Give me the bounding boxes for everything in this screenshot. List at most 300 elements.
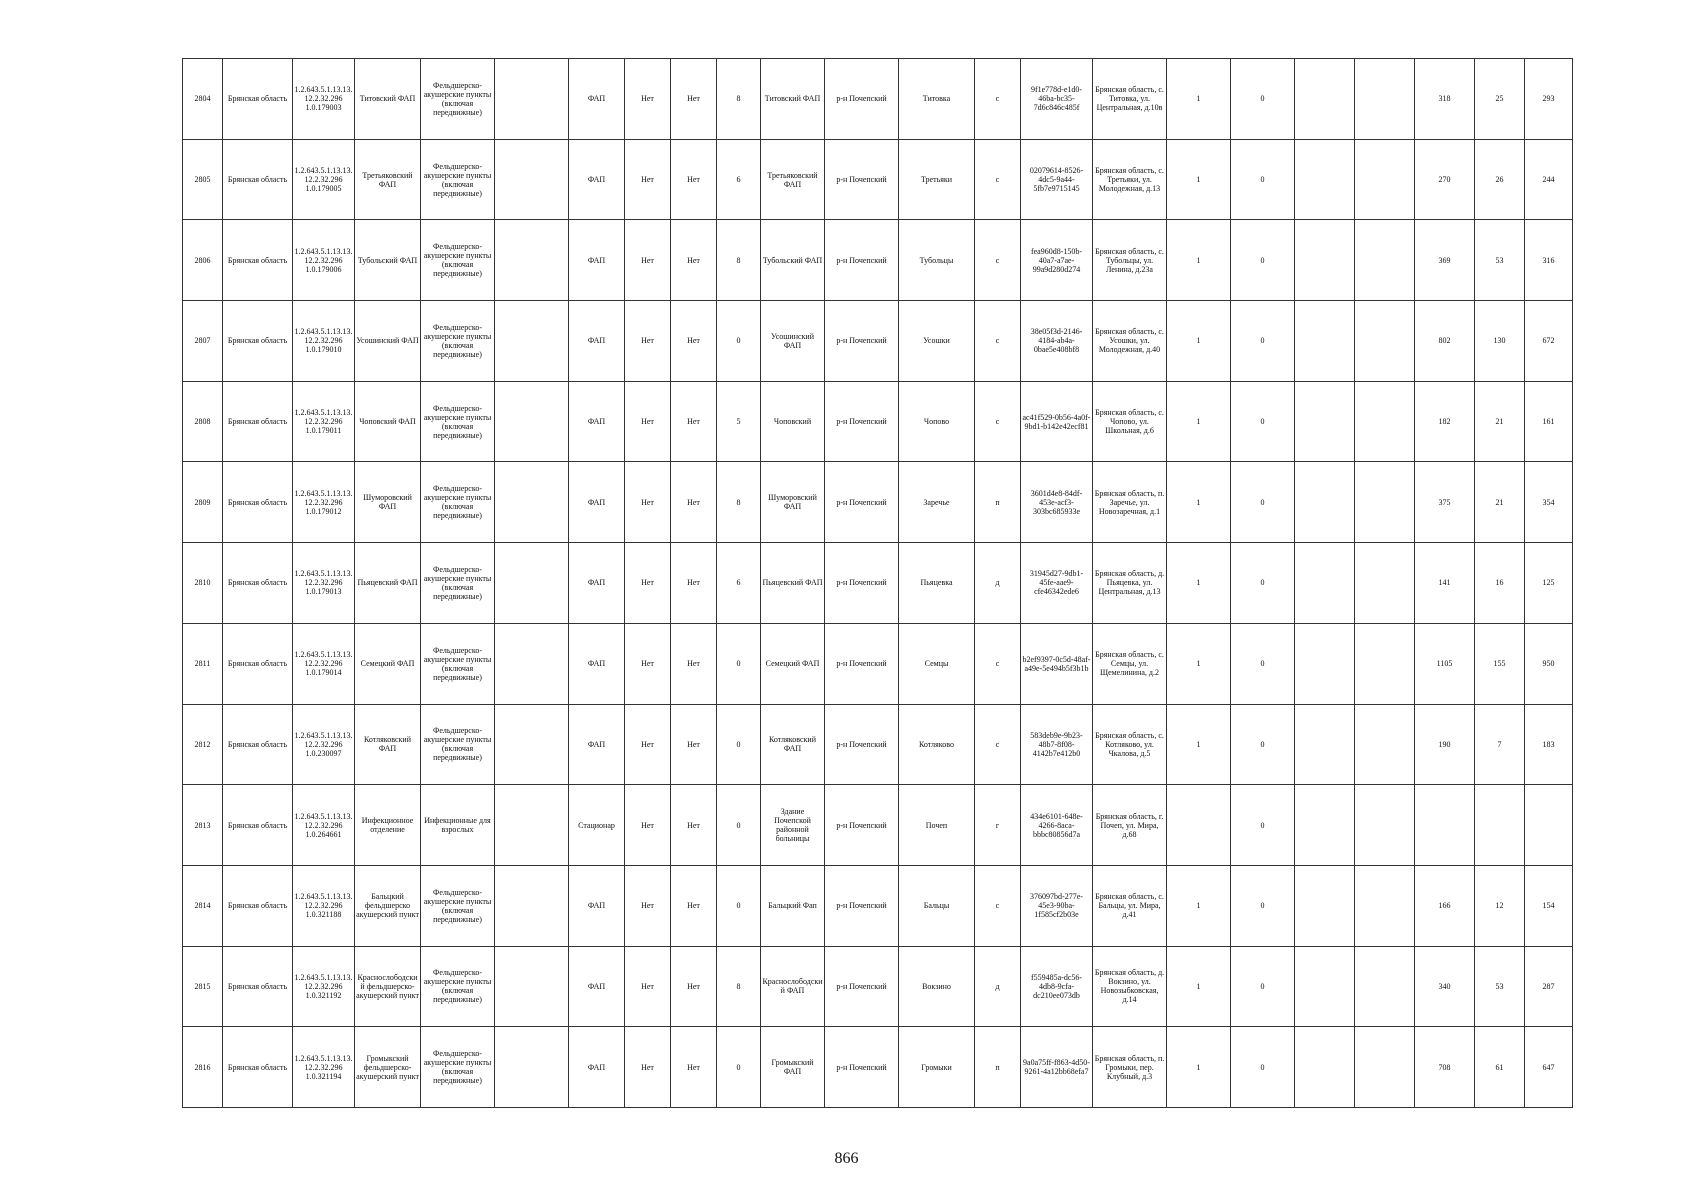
cell-flag-1: Нет (625, 946, 671, 1027)
cell-region: Брянская область (223, 220, 293, 301)
table-row (183, 543, 1573, 624)
cell-population-total: 375 (1415, 462, 1475, 543)
cell-empty (495, 381, 569, 462)
cell-locality-type: п (975, 1027, 1021, 1108)
cell-organization-name: Громыкский фельдшерско-акушерский пункт (355, 1027, 421, 1108)
cell-flag-2: Нет (671, 381, 717, 462)
cell-organization-name: Семецкий ФАП (355, 623, 421, 704)
cell-population-adults: 125 (1525, 543, 1573, 624)
cell-population-children: 21 (1475, 381, 1525, 462)
cell-empty-4 (1355, 381, 1415, 462)
cell-kind: ФАП (569, 139, 625, 220)
cell-empty-3 (1295, 381, 1355, 462)
cell-region: Брянская область (223, 865, 293, 946)
cell-oid-code: 1.2.643.5.1.13.13.12.2.32.296 1.0.179014 (293, 623, 355, 704)
cell-empty (495, 865, 569, 946)
cell-count-1: 1 (1167, 704, 1231, 785)
cell-count-2: 0 (1231, 946, 1295, 1027)
cell-locality-type: с (975, 59, 1021, 140)
cell-count-1: 1 (1167, 1027, 1231, 1108)
cell-staff-count: 0 (717, 1027, 761, 1108)
cell-population-total: 802 (1415, 301, 1475, 382)
cell-locality: Усошки (899, 301, 975, 382)
cell-count-2: 0 (1231, 543, 1295, 624)
cell-building: Семецкий ФАП (761, 623, 825, 704)
cell-flag-2: Нет (671, 462, 717, 543)
cell-address: Брянская область, д. Пьяцевка, ул. Центральная, д.13 (1093, 543, 1167, 624)
cell-region: Брянская область (223, 623, 293, 704)
cell-staff-count: 8 (717, 462, 761, 543)
cell-population-total: 369 (1415, 220, 1475, 301)
cell-flag-1: Нет (625, 220, 671, 301)
cell-row-number: 2812 (183, 704, 223, 785)
cell-locality-type: с (975, 381, 1021, 462)
cell-guid: b2ef9397-0c5d-48af-a49e-5e494b5f3b1b (1021, 623, 1093, 704)
cell-building: Чоповский (761, 381, 825, 462)
cell-oid-code: 1.2.643.5.1.13.13.12.2.32.296 1.0.179010 (293, 301, 355, 382)
cell-oid-code: 1.2.643.5.1.13.13.12.2.32.296 1.0.321192 (293, 946, 355, 1027)
cell-empty-3 (1295, 543, 1355, 624)
cell-flag-2: Нет (671, 139, 717, 220)
table-row (183, 946, 1573, 1027)
cell-count-1: 1 (1167, 623, 1231, 704)
cell-locality-type: г (975, 785, 1021, 866)
cell-count-2: 0 (1231, 381, 1295, 462)
table-body (183, 59, 1573, 1108)
cell-district: р-н Почепский (825, 301, 899, 382)
table-row (183, 462, 1573, 543)
cell-population-children: 61 (1475, 1027, 1525, 1108)
cell-locality: Пьяцевка (899, 543, 975, 624)
cell-population-total: 190 (1415, 704, 1475, 785)
cell-population-children: 155 (1475, 623, 1525, 704)
cell-row-number: 2806 (183, 220, 223, 301)
cell-organization-name: Краснослободский фельдшерско-акушерский пункт (355, 946, 421, 1027)
cell-population-children: 25 (1475, 59, 1525, 140)
cell-unit-type: Фельдшерско-акушерские пункты (включая передвижные) (421, 704, 495, 785)
cell-address: Брянская область, с. Чопово, ул. Школьная, д.6 (1093, 381, 1167, 462)
cell-locality: Заречье (899, 462, 975, 543)
cell-empty-4 (1355, 462, 1415, 543)
cell-unit-type: Фельдшерско-акушерские пункты (включая передвижные) (421, 623, 495, 704)
cell-count-2: 0 (1231, 139, 1295, 220)
cell-population-children: 53 (1475, 946, 1525, 1027)
cell-count-2: 0 (1231, 462, 1295, 543)
cell-population-total: 270 (1415, 139, 1475, 220)
cell-building: Третьяковский ФАП (761, 139, 825, 220)
cell-kind: ФАП (569, 865, 625, 946)
cell-guid: 31945d27-9db1-45fe-aae9-cfe46342ede6 (1021, 543, 1093, 624)
cell-population-adults: 950 (1525, 623, 1573, 704)
cell-count-1: 1 (1167, 301, 1231, 382)
cell-building: Здание Почепской районной больницы (761, 785, 825, 866)
cell-building: Громыкский ФАП (761, 1027, 825, 1108)
cell-empty (495, 946, 569, 1027)
cell-district: р-н Почепский (825, 785, 899, 866)
cell-count-1: 1 (1167, 865, 1231, 946)
cell-organization-name: Инфекционное отделение (355, 785, 421, 866)
cell-region: Брянская область (223, 381, 293, 462)
cell-district: р-н Почепский (825, 381, 899, 462)
cell-organization-name: Титовский ФАП (355, 59, 421, 140)
cell-staff-count: 0 (717, 785, 761, 866)
cell-region: Брянская область (223, 946, 293, 1027)
cell-locality-type: с (975, 301, 1021, 382)
cell-population-adults: 354 (1525, 462, 1573, 543)
cell-row-number: 2804 (183, 59, 223, 140)
cell-guid: fea960d8-150b-40a7-a7ae-99a9d280d274 (1021, 220, 1093, 301)
cell-unit-type: Фельдшерско-акушерские пункты (включая передвижные) (421, 865, 495, 946)
cell-population-adults: 154 (1525, 865, 1573, 946)
cell-flag-2: Нет (671, 543, 717, 624)
cell-row-number: 2816 (183, 1027, 223, 1108)
cell-empty (495, 220, 569, 301)
cell-locality: Третьяки (899, 139, 975, 220)
cell-population-adults: 161 (1525, 381, 1573, 462)
table-row (183, 59, 1573, 140)
cell-flag-1: Нет (625, 865, 671, 946)
cell-count-2: 0 (1231, 785, 1295, 866)
cell-population-adults: 183 (1525, 704, 1573, 785)
cell-row-number: 2815 (183, 946, 223, 1027)
cell-unit-type: Инфекционные для взрослых (421, 785, 495, 866)
cell-empty-3 (1295, 785, 1355, 866)
cell-locality: Семцы (899, 623, 975, 704)
cell-oid-code: 1.2.643.5.1.13.13.12.2.32.296 1.0.179011 (293, 381, 355, 462)
cell-unit-type: Фельдшерско-акушерские пункты (включая передвижные) (421, 220, 495, 301)
cell-empty (495, 301, 569, 382)
cell-population-adults: 244 (1525, 139, 1573, 220)
cell-address: Брянская область, п. Громыки, пер. Клубный, д.3 (1093, 1027, 1167, 1108)
cell-population-children: 53 (1475, 220, 1525, 301)
cell-count-2: 0 (1231, 59, 1295, 140)
cell-empty-4 (1355, 59, 1415, 140)
table-row (183, 623, 1573, 704)
cell-district: р-н Почепский (825, 704, 899, 785)
cell-count-1: 1 (1167, 946, 1231, 1027)
cell-kind: ФАП (569, 543, 625, 624)
cell-row-number: 2808 (183, 381, 223, 462)
cell-staff-count: 8 (717, 220, 761, 301)
cell-flag-1: Нет (625, 785, 671, 866)
cell-unit-type: Фельдшерско-акушерские пункты (включая передвижные) (421, 59, 495, 140)
table-row (183, 704, 1573, 785)
cell-empty-4 (1355, 865, 1415, 946)
cell-flag-2: Нет (671, 704, 717, 785)
cell-address: Брянская область, с. Третьяки, ул. Молодежная, д.13 (1093, 139, 1167, 220)
cell-region: Брянская область (223, 462, 293, 543)
cell-flag-2: Нет (671, 785, 717, 866)
cell-count-2: 0 (1231, 301, 1295, 382)
cell-address: Брянская область, д. Вокзино, ул. Новозыбковская, д.14 (1093, 946, 1167, 1027)
cell-address: Брянская область, п. Заречье, ул. Новозаречная, д.1 (1093, 462, 1167, 543)
cell-unit-type: Фельдшерско-акушерские пункты (включая передвижные) (421, 301, 495, 382)
cell-locality: Почеп (899, 785, 975, 866)
table-row (183, 220, 1573, 301)
cell-locality: Бальцы (899, 865, 975, 946)
cell-organization-name: Шуморовский ФАП (355, 462, 421, 543)
cell-district: р-н Почепский (825, 462, 899, 543)
cell-unit-type: Фельдшерско-акушерские пункты (включая передвижные) (421, 462, 495, 543)
cell-empty-3 (1295, 220, 1355, 301)
cell-flag-1: Нет (625, 139, 671, 220)
cell-row-number: 2805 (183, 139, 223, 220)
cell-district: р-н Почепский (825, 59, 899, 140)
cell-unit-type: Фельдшерско-акушерские пункты (включая передвижные) (421, 381, 495, 462)
cell-row-number: 2811 (183, 623, 223, 704)
cell-region: Брянская область (223, 59, 293, 140)
cell-row-number: 2814 (183, 865, 223, 946)
cell-row-number: 2807 (183, 301, 223, 382)
cell-building: Тубольский ФАП (761, 220, 825, 301)
cell-locality: Тубольцы (899, 220, 975, 301)
cell-guid: 02079614-8526-4dc5-9a44-5fb7e9715145 (1021, 139, 1093, 220)
cell-population-children (1475, 785, 1525, 866)
cell-organization-name: Котляковский ФАП (355, 704, 421, 785)
cell-count-1: 1 (1167, 59, 1231, 140)
cell-count-2: 0 (1231, 220, 1295, 301)
cell-flag-2: Нет (671, 59, 717, 140)
cell-empty-3 (1295, 704, 1355, 785)
cell-guid: 38e05f3d-2146-4184-ab4a-0bae5e408bf8 (1021, 301, 1093, 382)
cell-empty-4 (1355, 785, 1415, 866)
cell-kind: ФАП (569, 946, 625, 1027)
cell-locality: Котляково (899, 704, 975, 785)
cell-building: Бальцкий Фап (761, 865, 825, 946)
cell-empty (495, 623, 569, 704)
cell-population-total: 182 (1415, 381, 1475, 462)
cell-population-adults (1525, 785, 1573, 866)
cell-oid-code: 1.2.643.5.1.13.13.12.2.32.296 1.0.179013 (293, 543, 355, 624)
cell-empty-3 (1295, 59, 1355, 140)
cell-building: Титовский ФАП (761, 59, 825, 140)
cell-population-adults: 647 (1525, 1027, 1573, 1108)
cell-locality-type: д (975, 946, 1021, 1027)
cell-locality-type: с (975, 704, 1021, 785)
cell-count-1: 1 (1167, 462, 1231, 543)
cell-empty-4 (1355, 301, 1415, 382)
table-row (183, 865, 1573, 946)
cell-empty (495, 139, 569, 220)
cell-region: Брянская область (223, 301, 293, 382)
cell-locality: Титовка (899, 59, 975, 140)
cell-district: р-н Почепский (825, 1027, 899, 1108)
cell-flag-1: Нет (625, 543, 671, 624)
cell-locality-type: д (975, 543, 1021, 624)
cell-district: р-н Почепский (825, 139, 899, 220)
cell-empty (495, 1027, 569, 1108)
cell-locality-type: с (975, 865, 1021, 946)
cell-district: р-н Почепский (825, 623, 899, 704)
cell-empty-3 (1295, 865, 1355, 946)
cell-population-children: 7 (1475, 704, 1525, 785)
cell-empty-3 (1295, 1027, 1355, 1108)
cell-count-2: 0 (1231, 623, 1295, 704)
cell-count-1: 1 (1167, 543, 1231, 624)
cell-population-total (1415, 785, 1475, 866)
cell-organization-name: Тубольский ФАП (355, 220, 421, 301)
cell-locality-type: с (975, 220, 1021, 301)
cell-row-number: 2813 (183, 785, 223, 866)
cell-population-total: 708 (1415, 1027, 1475, 1108)
cell-locality-type: с (975, 623, 1021, 704)
cell-count-2: 0 (1231, 1027, 1295, 1108)
cell-count-1 (1167, 785, 1231, 866)
cell-empty (495, 543, 569, 624)
table-row (183, 301, 1573, 382)
cell-district: р-н Почепский (825, 865, 899, 946)
cell-kind: ФАП (569, 59, 625, 140)
cell-oid-code: 1.2.643.5.1.13.13.12.2.32.296 1.0.179003 (293, 59, 355, 140)
cell-staff-count: 0 (717, 704, 761, 785)
cell-locality: Вокзино (899, 946, 975, 1027)
cell-population-children: 21 (1475, 462, 1525, 543)
cell-population-total: 141 (1415, 543, 1475, 624)
table-row (183, 1027, 1573, 1108)
table-row (183, 139, 1573, 220)
cell-region: Брянская область (223, 785, 293, 866)
cell-flag-2: Нет (671, 220, 717, 301)
cell-address: Брянская область, с. Тубольцы, ул. Ленина, д.23а (1093, 220, 1167, 301)
cell-oid-code: 1.2.643.5.1.13.13.12.2.32.296 1.0.179006 (293, 220, 355, 301)
cell-kind: ФАП (569, 301, 625, 382)
cell-population-total: 318 (1415, 59, 1475, 140)
cell-organization-name: Чоповский ФАП (355, 381, 421, 462)
cell-empty-3 (1295, 946, 1355, 1027)
cell-empty-4 (1355, 220, 1415, 301)
cell-region: Брянская область (223, 543, 293, 624)
cell-locality: Чопово (899, 381, 975, 462)
cell-building: Усошинский ФАП (761, 301, 825, 382)
cell-district: р-н Почепский (825, 543, 899, 624)
cell-building: Краснослободский ФАП (761, 946, 825, 1027)
cell-population-total: 340 (1415, 946, 1475, 1027)
table-row (183, 381, 1573, 462)
cell-empty-3 (1295, 301, 1355, 382)
cell-population-adults: 672 (1525, 301, 1573, 382)
cell-flag-2: Нет (671, 1027, 717, 1108)
cell-empty (495, 59, 569, 140)
cell-staff-count: 5 (717, 381, 761, 462)
table-row (183, 785, 1573, 866)
cell-flag-1: Нет (625, 381, 671, 462)
cell-population-total: 166 (1415, 865, 1475, 946)
cell-locality-type: с (975, 139, 1021, 220)
cell-staff-count: 6 (717, 543, 761, 624)
cell-population-adults: 293 (1525, 59, 1573, 140)
cell-flag-2: Нет (671, 623, 717, 704)
cell-organization-name: Третьяковский ФАП (355, 139, 421, 220)
cell-empty-4 (1355, 623, 1415, 704)
cell-region: Брянская область (223, 704, 293, 785)
cell-organization-name: Пьяцевский ФАП (355, 543, 421, 624)
cell-district: р-н Почепский (825, 220, 899, 301)
cell-region: Брянская область (223, 139, 293, 220)
cell-staff-count: 0 (717, 865, 761, 946)
cell-address: Брянская область, г. Почеп, ул. Мира, д.68 (1093, 785, 1167, 866)
cell-staff-count: 8 (717, 946, 761, 1027)
cell-empty (495, 704, 569, 785)
cell-flag-1: Нет (625, 59, 671, 140)
cell-unit-type: Фельдшерско-акушерские пункты (включая передвижные) (421, 543, 495, 624)
cell-empty (495, 462, 569, 543)
cell-organization-name: Бальцкий фельдшерско акушерский пункт (355, 865, 421, 946)
cell-kind: ФАП (569, 462, 625, 543)
cell-flag-2: Нет (671, 865, 717, 946)
cell-guid: 9a0a75ff-f863-4d50-9261-4a12bb68efa7 (1021, 1027, 1093, 1108)
cell-kind: ФАП (569, 623, 625, 704)
cell-population-adults: 316 (1525, 220, 1573, 301)
cell-empty-4 (1355, 704, 1415, 785)
cell-oid-code: 1.2.643.5.1.13.13.12.2.32.296 1.0.179005 (293, 139, 355, 220)
cell-address: Брянская область, с. Котляково, ул. Чкалова, д.5 (1093, 704, 1167, 785)
cell-staff-count: 8 (717, 59, 761, 140)
cell-flag-1: Нет (625, 704, 671, 785)
cell-unit-type: Фельдшерско-акушерские пункты (включая передвижные) (421, 946, 495, 1027)
cell-empty-3 (1295, 139, 1355, 220)
cell-staff-count: 0 (717, 301, 761, 382)
cell-flag-1: Нет (625, 462, 671, 543)
cell-guid: 376097bd-277e-45e3-90ba-1f585cf2b03e (1021, 865, 1093, 946)
cell-locality-type: п (975, 462, 1021, 543)
cell-empty-4 (1355, 543, 1415, 624)
cell-empty-4 (1355, 1027, 1415, 1108)
cell-guid: 3601d4e8-84df-453e-acf3-303bc685933e (1021, 462, 1093, 543)
cell-address: Брянская область, с. Бальцы, ул. Мира, д.41 (1093, 865, 1167, 946)
cell-empty-3 (1295, 462, 1355, 543)
cell-locality: Громыки (899, 1027, 975, 1108)
cell-flag-2: Нет (671, 301, 717, 382)
cell-kind: Стационар (569, 785, 625, 866)
cell-guid: ac41f529-0b56-4a0f-9bd1-b142e42ecf81 (1021, 381, 1093, 462)
cell-kind: ФАП (569, 704, 625, 785)
cell-oid-code: 1.2.643.5.1.13.13.12.2.32.296 1.0.264661 (293, 785, 355, 866)
cell-count-2: 0 (1231, 865, 1295, 946)
cell-guid: 583deb9e-9b23-48b7-8f08-4142b7e412b0 (1021, 704, 1093, 785)
cell-population-children: 12 (1475, 865, 1525, 946)
cell-flag-1: Нет (625, 623, 671, 704)
cell-flag-2: Нет (671, 946, 717, 1027)
cell-flag-1: Нет (625, 1027, 671, 1108)
cell-unit-type: Фельдшерско-акушерские пункты (включая передвижные) (421, 139, 495, 220)
cell-population-children: 26 (1475, 139, 1525, 220)
cell-empty (495, 785, 569, 866)
cell-row-number: 2810 (183, 543, 223, 624)
cell-kind: ФАП (569, 381, 625, 462)
cell-row-number: 2809 (183, 462, 223, 543)
cell-kind: ФАП (569, 1027, 625, 1108)
cell-count-2: 0 (1231, 704, 1295, 785)
cell-oid-code: 1.2.643.5.1.13.13.12.2.32.296 1.0.321188 (293, 865, 355, 946)
cell-staff-count: 0 (717, 623, 761, 704)
cell-address: Брянская область, с. Семцы, ул. Щемелинина, д.2 (1093, 623, 1167, 704)
cell-oid-code: 1.2.643.5.1.13.13.12.2.32.296 1.0.230097 (293, 704, 355, 785)
cell-empty-4 (1355, 946, 1415, 1027)
cell-district: р-н Почепский (825, 946, 899, 1027)
cell-guid: 434e6101-648e-4266-8aca-bbbc80856d7a (1021, 785, 1093, 866)
cell-flag-1: Нет (625, 301, 671, 382)
cell-guid: f559485a-dc56-4db8-9cfa-dc210ee073db (1021, 946, 1093, 1027)
cell-address: Брянская область, с. Усошки, ул. Молодежная, д.40 (1093, 301, 1167, 382)
cell-empty-3 (1295, 623, 1355, 704)
cell-oid-code: 1.2.643.5.1.13.13.12.2.32.296 1.0.321194 (293, 1027, 355, 1108)
cell-population-children: 16 (1475, 543, 1525, 624)
page-number: 866 (834, 1150, 859, 1167)
cell-unit-type: Фельдшерско-акушерские пункты (включая передвижные) (421, 1027, 495, 1108)
cell-empty-4 (1355, 139, 1415, 220)
cell-address: Брянская область, с. Титовка, ул. Центральная, д.10в (1093, 59, 1167, 140)
registry-table (182, 58, 1573, 1108)
